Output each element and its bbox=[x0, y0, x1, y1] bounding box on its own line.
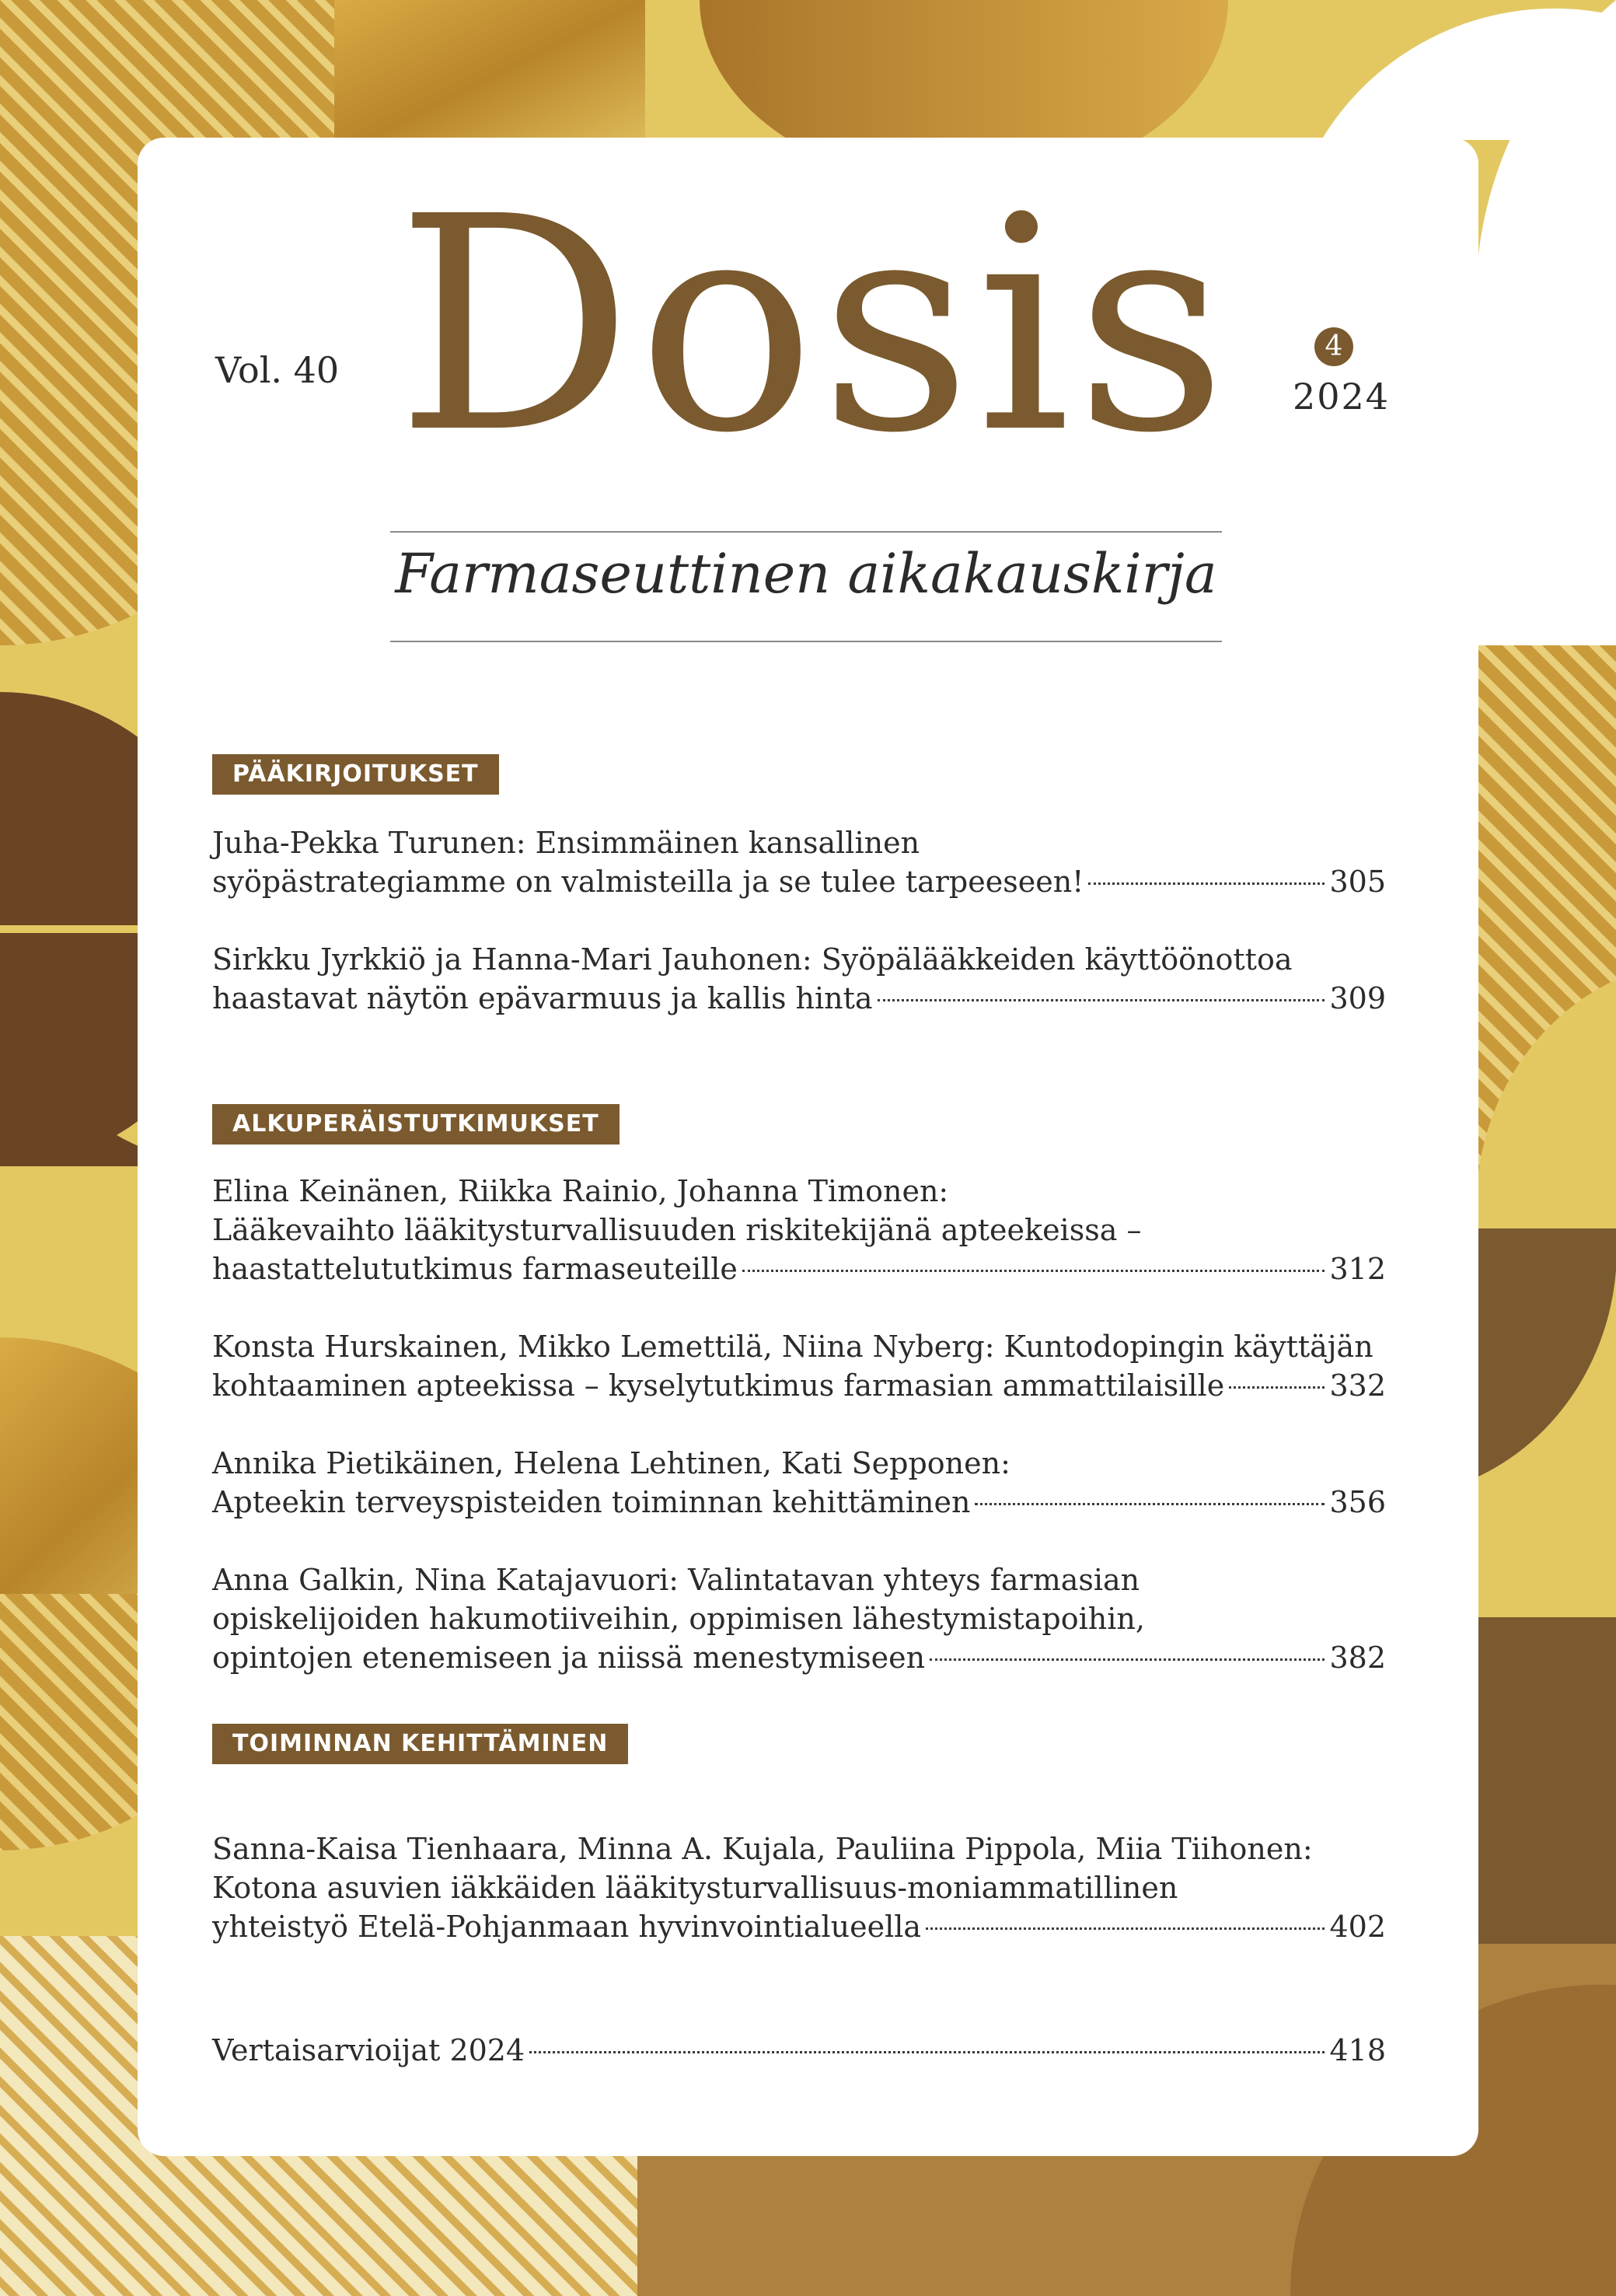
section-heading: ALKUPERÄISTUTKIMUKSET bbox=[212, 1104, 620, 1145]
toc-entry-line: Konsta Hurskainen, Mikko Lemettilä, Niina Nyberg: Kuntodopingin käyttäjän bbox=[212, 1330, 1373, 1364]
toc-entry[interactable] bbox=[212, 2031, 1386, 2070]
toc-entry-line: Juha-Pekka Turunen: Ensimmäinen kansallinen bbox=[212, 826, 920, 860]
toc-entry-line: Lääkevaihto lääkitysturvallisuuden riskitekijänä apteekeissa – bbox=[212, 1213, 1142, 1247]
dot-leader bbox=[930, 1658, 1325, 1661]
page-number: 309 bbox=[1329, 981, 1386, 1015]
journal-title: Dosis bbox=[396, 153, 1232, 498]
toc-entry[interactable] bbox=[212, 1172, 1386, 1288]
toc-entry-title-end: opintojen etenemiseen ja niissä menestymiseen bbox=[212, 1641, 926, 1675]
page-number: 418 bbox=[1329, 2033, 1386, 2067]
page-number: 402 bbox=[1329, 1910, 1386, 1944]
dot-leader bbox=[975, 1503, 1325, 1505]
divider bbox=[390, 531, 1222, 533]
toc-entry[interactable] bbox=[212, 1327, 1386, 1405]
dot-leader bbox=[926, 1927, 1325, 1930]
toc-entry-line: Annika Pietikäinen, Helena Lehtinen, Kati Sepponen: bbox=[212, 1446, 1010, 1480]
journal-subtitle: Farmaseuttinen aikakauskirja bbox=[395, 542, 1217, 606]
page-number: 356 bbox=[1329, 1485, 1386, 1519]
toc-entry-line: Sirkku Jyrkkiö ja Hanna-Mari Jauhonen: Syöpälääkkeiden käyttöönottoa bbox=[212, 942, 1293, 977]
toc-entry-title-end: haastavat näytön epävarmuus ja kallis hinta bbox=[212, 981, 873, 1015]
toc-entry-title-end: kohtaaminen apteekissa – kyselytutkimus farmasian ammattilaisille bbox=[212, 1368, 1225, 1403]
dot-leader bbox=[1229, 1386, 1325, 1389]
dot-leader bbox=[529, 2051, 1325, 2053]
page-number: 382 bbox=[1329, 1641, 1386, 1675]
page-number: 312 bbox=[1329, 1252, 1386, 1286]
issue-year: 2024 bbox=[1293, 376, 1391, 418]
toc-entry-line: opiskelijoiden hakumotiiveihin, oppimisen lähestymistapoihin, bbox=[212, 1602, 1145, 1636]
toc-entry[interactable] bbox=[212, 1560, 1386, 1677]
page-number: 332 bbox=[1329, 1368, 1386, 1403]
toc-entry[interactable] bbox=[212, 940, 1386, 1018]
dot-leader bbox=[742, 1270, 1325, 1272]
divider bbox=[390, 641, 1222, 642]
contents-card bbox=[138, 138, 1478, 2156]
toc-entry[interactable] bbox=[212, 823, 1386, 901]
dot-leader bbox=[878, 999, 1325, 1001]
toc-entry-line: Elina Keinänen, Riikka Rainio, Johanna Timonen: bbox=[212, 1174, 949, 1208]
toc-entry[interactable] bbox=[212, 1444, 1386, 1522]
toc-entry-title-end: haastattelututkimus farmaseuteille bbox=[212, 1252, 738, 1286]
toc-entry-title-end: Apteekin terveyspisteiden toiminnan kehittäminen bbox=[212, 1485, 971, 1519]
toc-entry[interactable] bbox=[212, 1829, 1386, 1946]
page-number: 305 bbox=[1329, 865, 1386, 899]
issue-number-badge: 4 bbox=[1314, 327, 1353, 366]
toc-entry-title-end: syöpästrategiamme on valmisteilla ja se tulee tarpeeseen! bbox=[212, 865, 1084, 899]
volume-label: Vol. 40 bbox=[215, 349, 340, 391]
section-heading: PÄÄKIRJOITUKSET bbox=[212, 754, 499, 795]
toc-entry-title-end: yhteistyö Etelä-Pohjanmaan hyvinvointialueella bbox=[212, 1910, 922, 1944]
section-heading: TOIMINNAN KEHITTÄMINEN bbox=[212, 1724, 628, 1764]
dot-leader bbox=[1088, 882, 1325, 885]
toc-entry-line: Anna Galkin, Nina Katajavuori: Valintatavan yhteys farmasian bbox=[212, 1563, 1140, 1597]
toc-entry-title-end: Vertaisarvioijat 2024 bbox=[212, 2033, 525, 2067]
toc-entry-line: Kotona asuvien iäkkäiden lääkitysturvallisuus-moniammatillinen bbox=[212, 1871, 1178, 1905]
toc-entry-line: Sanna-Kaisa Tienhaara, Minna A. Kujala, Pauliina Pippola, Miia Tiihonen: bbox=[212, 1832, 1313, 1866]
